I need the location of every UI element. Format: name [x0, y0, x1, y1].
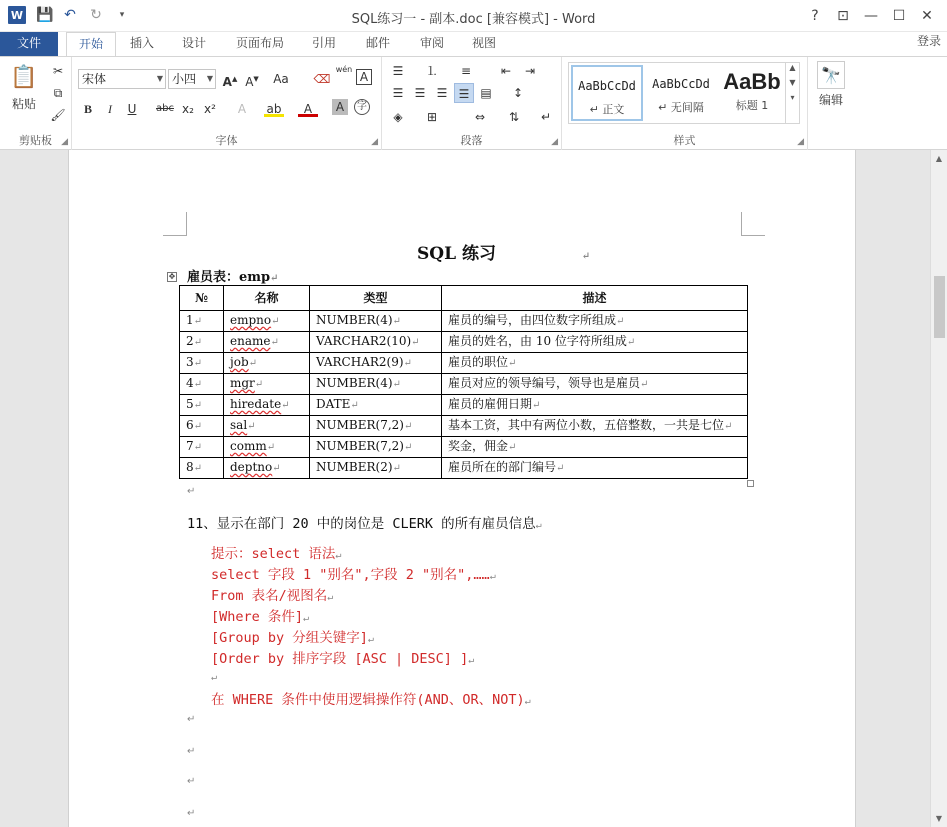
show-marks-icon[interactable]: ↵ [540, 110, 552, 124]
minimize-button[interactable]: — [864, 8, 878, 24]
para-mark: ↵ [532, 400, 541, 411]
shading-icon[interactable]: ◈ [393, 110, 403, 124]
hint-line [211, 542, 341, 562]
margin-corner [741, 212, 765, 236]
redo-icon[interactable]: ↻ [90, 7, 102, 23]
paragraph-label: 段落 [460, 134, 483, 147]
cell-desc-text: 雇员的雇佣日期 [448, 397, 533, 411]
cell-name[interactable] [224, 374, 310, 395]
cell-name[interactable] [224, 395, 310, 416]
bold-button[interactable]: B [83, 102, 92, 116]
bullets-icon[interactable]: ☰ [392, 64, 404, 78]
cell-name-text: job [230, 355, 249, 369]
table-row [180, 395, 748, 416]
clipboard-launcher-icon[interactable]: ◢ [61, 137, 68, 147]
gallery-scroll[interactable] [785, 63, 799, 123]
cell-name[interactable] [224, 437, 310, 458]
subscript-button[interactable]: x₂ [182, 102, 194, 116]
tab-review[interactable]: 审阅 [420, 36, 445, 50]
vertical-scrollbar[interactable] [930, 150, 947, 827]
cell-no-text: 7 [186, 439, 194, 453]
para-mark: ↵ [187, 746, 196, 757]
para-mark: ↵ [247, 421, 256, 432]
paste-button[interactable] [6, 61, 42, 112]
font-name-value: 宋体 [82, 72, 107, 86]
font-launcher-icon[interactable]: ◢ [371, 137, 378, 147]
para-mark: ↵ [193, 442, 203, 453]
hint-line [211, 584, 333, 604]
word-logo-icon[interactable]: W [8, 6, 26, 24]
tab-layout[interactable]: 页面布局 [236, 36, 285, 50]
para-mark: ↵ [581, 251, 591, 262]
cell-no[interactable] [180, 437, 224, 458]
help-button[interactable]: ? [811, 8, 819, 24]
tab-home[interactable]: 开始 [66, 32, 116, 57]
superscript-button[interactable]: x² [204, 102, 216, 116]
cell-no-text: 6 [186, 418, 194, 432]
cell-desc-text: 奖金，佣金 [448, 439, 509, 453]
table-row [180, 353, 748, 374]
cell-name[interactable] [224, 353, 310, 374]
hint-text: 提示：select 语法 [211, 546, 336, 562]
cell-desc[interactable] [442, 458, 748, 479]
hint-line [211, 563, 496, 583]
hint-line [211, 688, 531, 708]
para-mark: ↵ [640, 379, 649, 390]
para-mark: ↵ [403, 421, 413, 432]
para-mark: ↵ [535, 520, 542, 531]
para-mark: ↵ [193, 400, 203, 411]
style-no-spacing[interactable] [645, 65, 717, 121]
margin-corner [163, 212, 187, 236]
para-mark: ↵ [193, 316, 203, 327]
cell-no-text: 8 [186, 460, 194, 474]
hint-text: [Order by 排序字段 [ASC | DESC] ] [211, 651, 469, 667]
ribbon [0, 56, 947, 150]
cell-desc[interactable] [442, 374, 748, 395]
customize-qat-icon[interactable]: ▾ [119, 10, 125, 20]
cell-no-text: 5 [186, 397, 194, 411]
cell-name-text: comm [230, 439, 267, 453]
cell-no[interactable] [180, 374, 224, 395]
para-mark: ↵ [468, 655, 475, 666]
table-caption [187, 266, 279, 285]
maximize-button[interactable]: ☐ [892, 8, 906, 24]
cell-desc-text: 雇员所在的部门编号 [448, 460, 557, 474]
tab-design[interactable]: 设计 [182, 36, 207, 50]
para-mark: ↵ [403, 358, 412, 369]
title-bar [0, 0, 947, 32]
undo-icon[interactable]: ↶ [64, 7, 76, 23]
highlight-icon[interactable]: ab [264, 99, 284, 117]
cell-type[interactable] [310, 332, 442, 353]
para-mark: ↵ [524, 696, 531, 707]
font-name-combo[interactable] [78, 69, 166, 89]
borders-icon[interactable]: ⊞ [426, 110, 438, 124]
para-mark: ↵ [508, 358, 517, 369]
col-header-no: № [180, 286, 224, 311]
para-mark: ↵ [303, 613, 310, 624]
font-size-combo[interactable] [168, 69, 216, 89]
cell-desc[interactable] [442, 437, 748, 458]
align-left-icon[interactable]: ☰ [392, 86, 404, 100]
tab-references[interactable]: 引用 [312, 36, 337, 50]
cell-type-text: NUMBER(2) [316, 460, 393, 474]
cell-name-text: deptno [230, 460, 273, 474]
hint-line [211, 626, 374, 646]
cell-name-text: empno [230, 313, 272, 327]
para-mark: ↵ [281, 400, 290, 411]
scroll-down-icon[interactable]: ▼ [935, 814, 943, 823]
para-mark: ↵ [211, 672, 218, 683]
editing-group [808, 57, 854, 150]
hint-text: [Where 条件] [211, 609, 304, 625]
grow-font-icon[interactable]: A▲ [222, 75, 238, 89]
hint-text: From 表名/视图名 [211, 588, 328, 604]
para-mark: ↵ [335, 550, 342, 561]
cell-type[interactable] [310, 437, 442, 458]
doc-title [417, 239, 590, 264]
para-mark: ↵ [193, 358, 203, 369]
phonetic-guide-icon[interactable]: wén [335, 65, 353, 74]
cell-type[interactable] [310, 395, 442, 416]
style-sample: AaBbCcDd [652, 77, 710, 91]
chevron-down-icon: ▼ [156, 74, 163, 83]
cell-desc-text: 雇员的职位 [448, 355, 509, 369]
table-caption-text: 雇员表：emp [187, 270, 271, 285]
cell-name-text: ename [230, 334, 271, 348]
cell-type-text: VARCHAR2(10) [316, 334, 412, 348]
style-name: ↵ 无间隔 [658, 101, 704, 114]
tab-file[interactable]: 文件 [0, 32, 58, 56]
para-mark: ↵ [270, 273, 279, 284]
paragraph-group [382, 57, 562, 150]
cell-desc[interactable] [442, 332, 748, 353]
save-icon[interactable]: 💾 [36, 7, 54, 23]
para-mark: ↵ [272, 463, 281, 474]
login-link[interactable]: 登录 [916, 34, 941, 48]
para-mark: ↵ [187, 776, 196, 787]
cell-desc[interactable] [442, 395, 748, 416]
cell-name-text: hiredate [230, 397, 282, 411]
tab-mailings[interactable]: 邮件 [366, 36, 391, 50]
underline-button[interactable]: U [127, 102, 137, 116]
table-row [180, 311, 748, 332]
cell-no-text: 2 [186, 334, 194, 348]
para-mark: ↵ [489, 571, 496, 582]
window-title: SQL练习一 - 副本.doc [兼容模式] - Word [351, 12, 596, 27]
cell-desc[interactable] [442, 311, 748, 332]
cell-type-text: NUMBER(7,2) [316, 439, 404, 453]
cell-no-text: 1 [186, 313, 194, 327]
cell-no-text: 3 [186, 355, 194, 369]
emp-table[interactable] [179, 285, 748, 479]
cell-desc-text: 基本工资，其中有两位小数，五倍整数，一共是七位 [448, 418, 725, 432]
cell-no-text: 4 [186, 376, 194, 390]
chevron-down-icon: ▼ [206, 74, 213, 83]
para-mark: ↵ [187, 714, 196, 725]
cell-type-text: VARCHAR2(9) [316, 355, 404, 369]
chevron-down-icon[interactable]: ▼ [789, 78, 796, 87]
cell-no[interactable] [180, 416, 224, 437]
paragraph-launcher-icon[interactable]: ◢ [551, 137, 558, 147]
cell-type[interactable] [310, 416, 442, 437]
cell-type-text: NUMBER(4) [316, 376, 393, 390]
sort-icon[interactable]: ⇅ [508, 110, 520, 124]
cell-no[interactable] [180, 311, 224, 332]
cell-type-text: NUMBER(7,2) [316, 418, 404, 432]
chevron-up-icon[interactable]: ▲ [789, 63, 796, 72]
cell-desc-text: 雇员的姓名，由 10 位字符所组成 [448, 334, 627, 348]
line-spacing-icon[interactable]: ↕ [512, 86, 524, 100]
para-mark: ↵ [367, 634, 374, 645]
cell-type[interactable] [310, 458, 442, 479]
para-mark: ↵ [350, 400, 359, 411]
multilevel-list-icon[interactable]: ≡ [460, 64, 472, 78]
clipboard-group [0, 57, 72, 150]
table-header-row [180, 286, 748, 311]
paste-label: 粘贴 [11, 97, 36, 111]
table-row [180, 332, 748, 353]
more-icon[interactable]: ▾ [790, 93, 795, 102]
text-effects-icon[interactable]: A [237, 102, 247, 116]
find-button[interactable] [814, 61, 848, 108]
tab-view[interactable]: 视图 [472, 36, 497, 50]
style-normal[interactable] [571, 65, 643, 121]
cell-desc-text: 雇员对应的领导编号，领导也是雇员 [448, 376, 641, 390]
enclose-char-icon[interactable]: 字 [354, 99, 370, 115]
cell-name[interactable] [224, 332, 310, 353]
change-case-icon[interactable]: Aa [273, 72, 289, 86]
para-mark: ↵ [248, 358, 258, 369]
ribbon-display-button[interactable]: ⊡ [837, 8, 849, 24]
table-row [180, 458, 748, 479]
para-mark: ↵ [411, 337, 420, 348]
para-mark: ↵ [616, 316, 625, 327]
shrink-font-icon[interactable]: A▼ [245, 75, 259, 89]
hint-text: [Group by 分组关键字] [211, 630, 368, 646]
para-mark: ↵ [392, 463, 401, 474]
cell-name[interactable] [224, 311, 310, 332]
para-mark: ↵ [392, 379, 401, 390]
para-mark: ↵ [270, 337, 279, 348]
increase-indent-icon[interactable]: ⇥ [524, 64, 536, 78]
clipboard-icon: 📋 [10, 64, 38, 90]
justify-icon[interactable]: ☰ [454, 83, 474, 103]
cell-desc[interactable] [442, 416, 748, 437]
editing-label: 编辑 [818, 93, 843, 107]
col-header-desc: 描述 [442, 286, 748, 311]
cell-no[interactable] [180, 332, 224, 353]
cell-no[interactable] [180, 353, 224, 374]
cell-type[interactable] [310, 311, 442, 332]
cut-icon[interactable]: ✂ [52, 64, 64, 78]
style-sample: AaBb [723, 69, 781, 94]
hint-line [211, 647, 474, 667]
table-row [180, 416, 748, 437]
chinese-layout-icon[interactable]: ⇔ [474, 110, 486, 124]
style-sample: AaBbCcDd [578, 79, 636, 93]
style-name: ↵ 正文 [589, 103, 625, 116]
para-mark: ↵ [187, 486, 196, 497]
cell-type-text: DATE [316, 397, 351, 411]
col-header-name: 名称 [224, 286, 310, 311]
para-mark: ↵ [254, 379, 264, 390]
cell-type-text: NUMBER(4) [316, 313, 393, 327]
para-mark: ↵ [266, 442, 276, 453]
cell-type[interactable] [310, 374, 442, 395]
document-area [0, 150, 947, 827]
table-move-handle[interactable]: ✥ [168, 272, 176, 281]
para-mark: ↵ [193, 463, 203, 474]
para-mark: ↵ [392, 316, 401, 327]
cell-desc-text: 雇员的编号，由四位数字所组成 [448, 313, 617, 327]
document-page[interactable] [68, 150, 856, 827]
cell-type[interactable] [310, 353, 442, 374]
question-text [187, 512, 542, 532]
para-mark: ↵ [327, 592, 334, 603]
cell-name[interactable] [224, 416, 310, 437]
cell-no[interactable] [180, 395, 224, 416]
align-right-icon[interactable]: ☰ [436, 86, 448, 100]
para-mark: ↵ [508, 442, 517, 453]
close-button[interactable]: ✕ [921, 8, 933, 24]
decrease-indent-icon[interactable]: ⇤ [500, 64, 512, 78]
clear-format-icon[interactable]: ⌫ [313, 72, 331, 86]
para-mark: ↵ [187, 808, 196, 819]
hint-line [211, 605, 309, 625]
binoculars-icon: 🔭 [817, 61, 845, 89]
para-mark: ↵ [193, 421, 203, 432]
distributed-icon[interactable]: ▤ [480, 86, 492, 100]
styles-launcher-icon[interactable]: ◢ [797, 137, 804, 147]
cell-name[interactable] [224, 458, 310, 479]
table-row [180, 374, 748, 395]
question-content: 11、显示在部门 20 中的岗位是 CLERK 的所有雇员信息 [187, 516, 536, 532]
scroll-up-icon[interactable]: ▲ [935, 154, 943, 163]
align-center-icon[interactable]: ☰ [414, 86, 426, 100]
font-color-icon[interactable]: A [298, 99, 318, 117]
scroll-thumb[interactable] [934, 276, 945, 338]
styles-label: 样式 [673, 134, 696, 147]
para-mark: ↵ [193, 379, 203, 390]
style-heading-1[interactable] [719, 65, 785, 121]
cell-name-text: mgr [230, 376, 255, 390]
doc-title-text: SQL 练习 [417, 244, 496, 264]
styles-gallery [568, 62, 800, 124]
hint-line [211, 668, 217, 684]
strikethrough-button[interactable]: abc [156, 103, 174, 114]
font-size-value: 小四 [172, 72, 197, 86]
table-resize-handle[interactable] [747, 480, 754, 487]
para-mark: ↵ [193, 337, 203, 348]
format-painter-icon[interactable]: 🖌 [50, 108, 66, 122]
copy-icon[interactable]: ⧉ [53, 86, 63, 100]
cell-desc[interactable] [442, 353, 748, 374]
para-mark: ↵ [724, 421, 733, 432]
table-row [180, 437, 748, 458]
cell-no[interactable] [180, 458, 224, 479]
ribbon-tabs [0, 32, 947, 56]
numbering-icon[interactable]: ⒈ [425, 64, 438, 78]
para-mark: ↵ [626, 337, 636, 348]
hint-text: 在 WHERE 条件中使用逻辑操作符(AND、OR、NOT) [211, 692, 525, 708]
tab-insert[interactable]: 插入 [130, 36, 155, 50]
font-group [72, 57, 382, 150]
char-border-icon[interactable]: A [356, 69, 372, 85]
cell-name-text: sal [230, 418, 248, 432]
font-label: 字体 [215, 134, 238, 147]
char-shading-icon[interactable]: A [332, 99, 348, 115]
col-header-type: 类型 [310, 286, 442, 311]
italic-button[interactable]: I [108, 102, 112, 116]
para-mark: ↵ [271, 316, 280, 327]
clipboard-label: 剪贴板 [19, 134, 52, 147]
para-mark: ↵ [556, 463, 565, 474]
style-name: 标题 1 [735, 99, 769, 112]
para-mark: ↵ [403, 442, 413, 453]
hint-text: select 字段 1 "别名",字段 2 "别名",…… [211, 567, 490, 583]
